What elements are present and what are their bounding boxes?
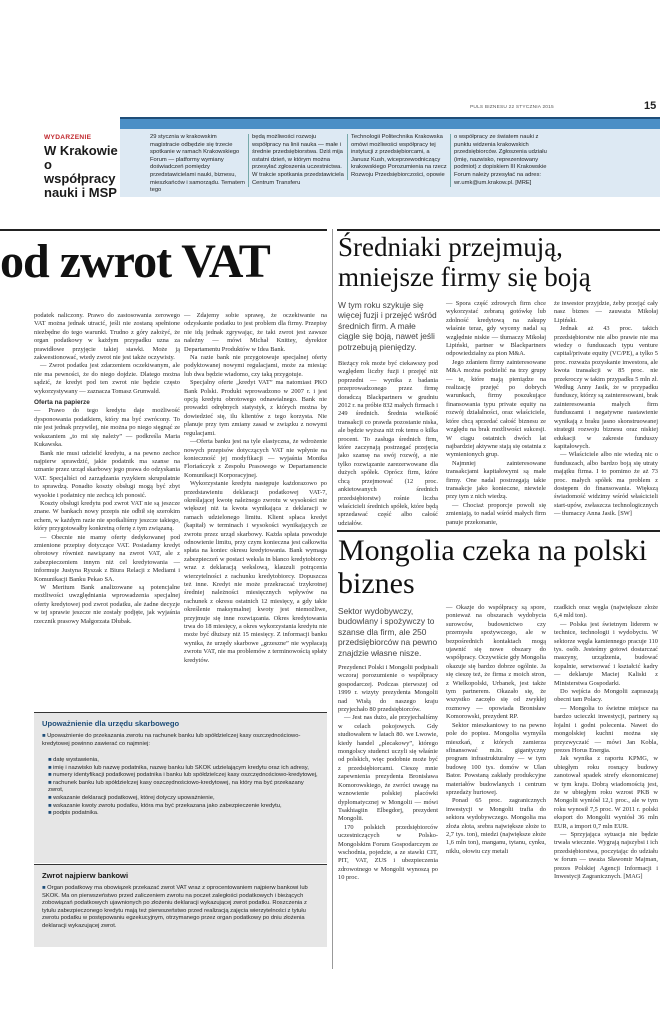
paragraph: Koszty obsługi kredytu pod zwrot VAT nie są jeszcze znane. W bankach nowy przepis nie odbił się szerokim echem, w każdym razie nie spotkaliśmy jeszcze takiego, który przygotowałby konkretną ofertę z tym związaną.: [34, 499, 180, 533]
box-title: Zwrot najpierw bankowi: [42, 871, 129, 880]
paragraph: — Właściciele albo nie wiedzą nic o funduszach, albo bardzo boją się utraty majątku firma. I to pomimo że aż 73 proc. małych spółek ma problem z dostępem do finansowania. Większą świadomość widzimy wśród właścicieli start-upów, zwłaszcza technologicznych — tłumaczy Anna Jasik. [SW]: [554, 451, 658, 518]
paragraph: Bank nie musi udzielić kredytu, a na pewno zechce najpierw sprawdzić, jakie podatnik ma szanse na uznanie przez urząd skarbowy jego prawa do odzyskania VAT. Specjaliści od zarządzania ryzykiem skrupulatnie to sprawdzą. Ponadto koszty obsługi mogą być zbyt wysokie i podatnicy nie zechcą ich ponosić.: [34, 449, 180, 499]
paragraph: Prezydenci Polski i Mongolii podpisali wczoraj porozumienie o współpracy gospodarczej. Podczas pierwszej od 1999 r. wizyty prezydenta Mongolii nad Wisłą do naszego kraju przyjechało 80 przedsiębiorców.: [338, 664, 438, 714]
box-title: Upoważnienie dla urzędu skarbowego: [42, 719, 180, 728]
paragraph: — Okazje do współpracy są spore, ponieważ na obszarach wydobycia surowców, budownictwo czy przemysłu spożywczego, ale w bezpośrednich kontaktach mogą ujawnić się nowe obszary do współpracy. Oczywiście gdy Mongolia okazuje się bardzo dobrze ogólnie. Ja się cieszę też, że firma z moich stron, z Wielkopolski, Urbanek, jest także tym partnerem. Okazało się, że wszystko zaczęło się od zwykłej rozmowy — opowiada Bronisław Komorowski, prezydent RP.: [446, 604, 546, 721]
left-headline: od zwrot VAT: [0, 235, 270, 288]
paragraph: Specjalny oferte „kredyt VAT” ma natomiast PKO Bank Polski. Produkt wprowadzono w 2007 r. i jest opcją kredytu obrotowego odnawialnego. Bank nie prowadzi odrębnych statystyk, z których można by dowiedzieć się, ilu klientów z tego korzysta. Nie planuje przy tym zmiany zasad w związku z nowymi regulacjami.: [184, 379, 327, 437]
paragraph: Wykorzystanie kredytu następuje każdorazowo po przedstawieniu deklaracji podatkowej VAT-7, określającej kwotę należnego zwrotu w wysokości nie większej niż ta kwota wynikająca z deklaracji w ramach udzielonego limitu. Klient spłaca kredyt (kapitał) w terminach i wysokości wynikających ze zwrotu przez urząd skarbowy. Każda spłata powoduje odnowienie limitu, przy czym konieczna jest całkowita spłata na koniec okresu kredytowania. Bank wymaga zabezpieczeń w postaci weksla in blanco kredytobiorcy wraz z deklaracją wekslową, klauzuli potrącenia wierzytelności z rachunku kredytobiorcy. Dopuszcza też inne. Kredyt nie może przekraczać trzykrotnej średniej należności miesięcznych wpływów na rachunek z okresu ostatnich 12 miesięcy, a gdy takie określenie maksymalnej kwoty jest niemożliwe, przyjmuje się inne rozwiązania. Okres kredytowania trwa do 18 miesięcy, a okres wykorzystania kredytu nie może być dłuższy niż 15 miesięcy. Z informacji banku wynika, że urzędy skarbowe „grzeszne” nie wypłacają zwrotu VAT, nie ma problemów z terminowością spłaty kredytów.: [184, 480, 327, 664]
paragraph: — Obecnie nie mamy oferty dedykowanej pod zmienione przepisy dotyczące VAT. Posiadamy kredyt obrotowy również nawiązany na zwrot VAT, ale z zabezpieczeniem innym niż cel kredytowania — informuje Justyna Ryszak z Biura Relacji z Mediami i Komunikacji Banku Pekao SA.: [34, 533, 180, 583]
paragraph: — Zwrot podatku jest zdarzeniem oczekiwanym, ale nie ma pewności, że do niego dojdzie. Dlatego można sądzić, że kredyt pod ten zwrot nie będzie często wykorzystywany — zaznacza Tomasz Grunwald.: [34, 362, 180, 395]
article3-headline: Mongolia czeka na polski biznes: [338, 534, 648, 600]
list-item: ■ imię i nazwisko lub nazwę podatnika, nazwę banku lub SKOK udzielającym kredytu oraz ich adresy,: [48, 764, 309, 771]
list-item: ■ rachunek banku lub spółdzielczej kasy oszczędnościowo-kredytowej, na który ma być przekazany zwrot,: [48, 779, 304, 794]
left-rule-top: [0, 229, 327, 231]
vat-authorization-box: [34, 712, 327, 863]
box-list: [48, 757, 318, 818]
paragraph: że inwestor przyjdzie, żeby przejąć cały nasz biznes — zauważa Mikołaj Lipiński.: [554, 300, 658, 324]
article2-lead: W tym roku szykuje się więcej fuzji i przejęć wśród średnich firm. A małe ciągle się boją, nawet jeśli potrzebują pieniędzy.: [338, 300, 437, 352]
paragraph: Do wejścia do Mongolii zapraszają obecni tam Polacy.: [554, 688, 658, 704]
paragraph: W Meritum Bank analizowane są potencjalne możliwości uwzględniania wprowadzenia specjalnej oferty kredytowej pod zwrot podatku, ale żadne decyzje w tej sprawie jeszcze nie zostały podjęte, jak wyjaśnia rzecznik prasowy Małgorzata Dłubak.: [34, 584, 180, 625]
paragraph: — Mongolia to świetne miejsce na bardzo ucieczki inwestycji, partnery są łojalni i godni polecenia. Nawet do mongolskiej kuchni można się przyzwyczaić — mówi Jan Kobla, prezes Horus Energia.: [554, 704, 658, 754]
article3-col-2: [446, 604, 546, 856]
teaser-col-3: Technologii Politechnika Krakowska omówi możliwości współpracy tej instytucji z przedsiębiorcami, a Janusz Kush, wiceprzewodniczący krakowskiego Porozumienia na rzecz Rozwoju Przedsiębiorczości, opowie: [347, 134, 447, 180]
list-item: ■ wskazanie deklaracji podatkowej, której dotyczy upoważnienie,: [48, 794, 215, 801]
masthead: PULS BIZNESU 22 STYCZNIA 2015: [470, 105, 554, 110]
paragraph: — Prawo do tego kredytu daje możliwość dysponowania podatkiem, który ma być zwrócony. To nie jest jednak przywilej, nie można po niego sięgnąć ze wskazaniem „to mi się należy” — podkreśla Maria Kukawska.: [34, 407, 180, 449]
list-item: ■ numery identyfikacji podatkowej podatnika i banku lub spółdzielczej kasy oszczędnościowo-kredytowej,: [48, 772, 318, 779]
article3-col-1: [338, 664, 438, 883]
article2-col-1: [338, 360, 438, 528]
list-item: ■ podpis podatnika.: [48, 810, 99, 817]
paragraph: Sektor mieszkaniowy to na pewno pole do popisu. Mongolia wymyśla mieszkań, z których zamierza sfinansować m.in. gigantyczny program infrastrukturalny — w tym budowę 100 tys. domów w Ulan Bator. Powstaną zakłady produkcyjne materiałów budowlanych i centrum sprzedaży hurtowej.: [446, 721, 546, 796]
paragraph: — Jest nas dużo, ale przyjechaliśmy w celach pokojowych. Gdy studiowałem w latach 80. we Lwowie, kiedy handel „plecakowy”, którego mongolscy studenci uczyli się właśnie od polskich, więc podobnie może być z przedsiębiorcami. Cieszę mnie zapewnienia prezydenta Bronisława Komorowskiego, że zwróci uwagę na wznowienie polskiej placówki dyplomatycznej w Mongolii — mówi Tsakhiagiin Elbegdorj, prezydent Mongolii.: [338, 714, 438, 823]
teaser-col-4: o współpracy ze światem nauki z punktu widzenia krakowskich przedsiębiorców. Zgłoszenia udziału (imię, nazwisko, reprezentowany podmiot) z dopiskiem III Krakowskie Forum należy przesyłać na adres: wr.umk@um.krakow.pl. [MRE]: [450, 134, 549, 187]
paragraph: Ponad 65 proc. zagranicznych inwestycji w Mongolii trafia do sektora wydobywczego. Mongolia ma złoża złota, srebra największe złoże to 2,7 tys. ton), miedzi (największe złoże 1,6 mln ton), manganu, tytanu, cynku, niklu, ołowiu czy metali: [446, 797, 546, 855]
paragraph: — Sprzyjająca sytuacja nie będzie trwała wiecznie. Wygrają najszybsi i ich przedsiębiorstwa, poczytając do udziału w forum — uważa Sławomir Majman, prezes Polskiej Agencji Informacji i Inwestycji Zagranicznych. [MAG]: [554, 830, 658, 880]
paragraph: — Chociaż proporcje powoli się zmieniają, to nadal wśród małych firm panuje przekonanie,: [446, 501, 546, 526]
paragraph: 170 polskich przedsiębiorców uczestniczących w Polsko-Mongolskim Forum Gospodarczym ze wschodnia, pojedzie, a ze stawki CIT, PIT, VAT, ZUS i ubezpieczenia zdrowotnego w Mongolii wynoszą po 10 proc.: [338, 823, 438, 882]
column-divider: [332, 229, 333, 969]
box-intro-text: Upoważnienie do przekazania zwrotu na rachunek banku lub spółdzielczej kasy oszczędnościowo-kredytowej powinno zawierać co najmniej:: [42, 733, 301, 747]
paragraph: — Zdajemy sobie sprawę, że oczekiwanie na odzyskanie podatku to jest problem dla firmy. Przepisy nie idą jednak zgrywając, że taki zwrot jest zawsze należny — mówi Michał Knittey, dyrektor Departamentu Produktów w Idea Bank.: [184, 312, 327, 353]
paragraph: — Spora część zdrowych firm chce wykorzystać zebraną gotówkę lub zdolność kredytową na zakupy właśnie teraz, gdy wyceny nadal są względnie niskie — tłumaczy Mikołaj Lipiński, partner w Blackpartners odpowiedzialny za pion M&A.: [446, 300, 546, 358]
paragraph: Jak wynika z raportu KPMG, w ubiegłym roku rosnący budowy zanotował spadek strefy ekonomicznej w tym kraju. Dobrą wiadomością jest, że w ubiegłym roku wzrost PKB w Mongolii wyniósł 12,1 proc., ale w tym roku wynosił 7,5 proc. W 2011 r. polski eksport do Mongolii wyniósł 36 mln EUR, a import 0,7 mln EUR.: [554, 755, 658, 830]
teaser-section: WYDARZENIE: [44, 134, 92, 141]
list-item: ■ datę wystawienia,: [48, 757, 99, 763]
subheading: Oferta na papierze: [34, 399, 90, 407]
box-text: ■ Organ podatkowy ma obowiązek przekazać zwrot VAT wraz z oprocentowaniem najpierw bankowi lub SKOK. Ma on pierwszeństwo przed zaliczeniem zwrotu na poczet zaległości podatkowych i bieżących zobowiązań podatkowych ujawnionych po złożeniu deklaracji wykazującej zwrot podatku. Roszczenia z tytułu zabezpieczonego kredytu mają też pierwszeństwo przed realizacją zajęcia wierzytelności z tytułu zwrotu podatku w postępowaniu egzekucyjnym, otrzymanego przez organ podatkowy po dniu złożenia deklaracji wykazującej zwrot.: [42, 885, 308, 929]
left-col-2: [184, 312, 327, 665]
paragraph: — Polska jest świetnym liderem w technice, technologii i wydobyciu. W sektorze węgla kamiennego pracuje 110 tys. osób. Jesteśmy gotowi dostarczać maszyny, urządzenia, budować kopalnie, serwisować i kształcić kadry — deklaruje Maciej Kaliski z Ministerstwa Gospodarki.: [554, 620, 658, 687]
article3-lead: Sektor wydobywczy, budowlany i spożywczy to szanse dla firm, ale 250 przedsiębiorców na pewno znajdzie własne nisze.: [338, 606, 438, 658]
paragraph: —Oferta banku jest na tyle elastyczna, że wdrożenie nowych przepisów dotyczących VAT nie wpłynie na konieczność jej modyfikacji — wyjaśnia Monika Floriańczyk z Zespołu Prasowego w Departamencie Komunikacji Korporacyjnej.: [184, 438, 327, 479]
paragraph: Na razie bank nie przygotowuje specjalnej oferty podyktowanej nowymi regulacjami, może za miesiąc lub dwa będzie wiadomo, czy taką przygotuje.: [184, 354, 327, 378]
article2-rule: [337, 229, 660, 231]
paragraph: Najmniej zainteresowane transakcjami kapitałowymi są małe firmy. One nadal postrzegają takie transakcje jako konieczne, niewiele przy tym z nich wiedzą.: [446, 459, 546, 501]
left-col-1: [34, 312, 180, 626]
paragraph: Jednak aż 43 proc. takich przedsiębiorstw nie albo prawie nie ma wiedzy o funduszach typu venture capital/private equity (VC/PE), a tylko 5 proc. rozważa pozyskanie inwestora, ale kwota transakcji w 85 proc. nie przekroczy w takim przypadku 5 mln zł. Według Anny Jasik, że w przypadku funduszy, którzy są zainteresowani, brak zainteresowania małych firm funduszami i negatywne nastawienie wynikają z braku jasno skonstruowanej strategii rozwoju biznesu oraz niskiej edukacji w zakresie funduszy kapitałowych.: [554, 325, 658, 450]
article2-col-2: [446, 300, 546, 527]
article2-headline: Średniaki przejmują, mniejsze firmy się boją: [338, 232, 591, 292]
article2-col-3: [554, 300, 658, 519]
box-intro: ■ Upoważnienie do przekazania zwrotu na rachunek banku lub spółdzielczej kasy oszczędnościowo-kredytowej powinno zawierać co najmniej:: [42, 733, 301, 747]
page-number: 15: [644, 100, 657, 112]
teaser-col-2: będą możliwości rozwoju współpracy na linii nauka — małe i średnie przedsiębiorstwa. Dziś mija ostatni dzień, w którym można przesyłać zgłoszenia uczestnictwa. W trakcie spotkania przedstawiciela Centrum Transferu: [248, 134, 344, 187]
paragraph: Bieżący rok może być ciekawszy pod względem liczby fuzji i przejęć niż poprzedni — wynika z badania przeprowadzonego przez firmę doradczą Blackpartners w grudniu 2012 r. na próbie 832 małych firmach i 249 średnich. Średnia wielkość transakcji co prawda pozostanie niska, ale będzie wyższa niż rok temu o kilka procent. To zasługa średnich firm, które zaczynają postrzegać przejęcia jako szansę na swój rozwój, a nie tylko rozwiązanie zarezerwowane dla dużych spółek. Oprócz firm, które chcą przejmować (12 proc. ankietowanych średnich przedsiębiorstw) rośnie liczba właścicieli średnich spółek, które będą sprzedawać część albo całość udziałów.: [338, 360, 438, 527]
teaser-headline: W Krakowie o współpracy nauki i MSP: [44, 143, 118, 200]
paragraph: rzadkich oraz węgla (największe złoże 6,4 mld ton).: [554, 604, 658, 620]
paragraph: Jego zdaniem firmy zainteresowane M&A można podzielić na trzy grupy — te, które mają pieniądze na realizację przejęć po dobrych warunkach, firmy poszukujące finansowania typu private equity na rozwój działalności, oraz właściciele, które chcą sprzedać całość biznesu ze względu na brak możliwości sukcesji. W ciągu ostatnich dwóch lat najbardziej aktywne stają się ostatnia z wymienionych grup.: [446, 358, 546, 459]
paragraph: podatek naliczony. Prawo do zastosowania zerowego VAT można jednak utracić, jeśli nie zostaną spełnione niezbędne do tego warunki. Trudno z góry założyć, że organ podatkowy w każdym przypadku uzna za prawidłowe przyjęcie takiej stawki. Może ją zakwestionować, wtedy zwrot nie jest także oczywisty.: [34, 312, 180, 362]
header-band: [120, 119, 660, 129]
list-item: ■ wskazanie kwoty zwrotu podatku, która ma być przekazana jako zabezpieczenie kredytu,: [48, 802, 282, 809]
teaser-col-1: 29 stycznia w krakowskim magistracie odbędzie się trzecie spotkanie w ramach Krakowskiego Forum — platformy wymiany doświadczeń pomiędzy przedstawicielami nauki, biznesu, mieszkańców i samorządu. Tematem tego: [150, 134, 245, 194]
article3-col-3: [554, 604, 658, 881]
article3-rule: [337, 530, 660, 532]
bank-first-box: [34, 864, 327, 947]
